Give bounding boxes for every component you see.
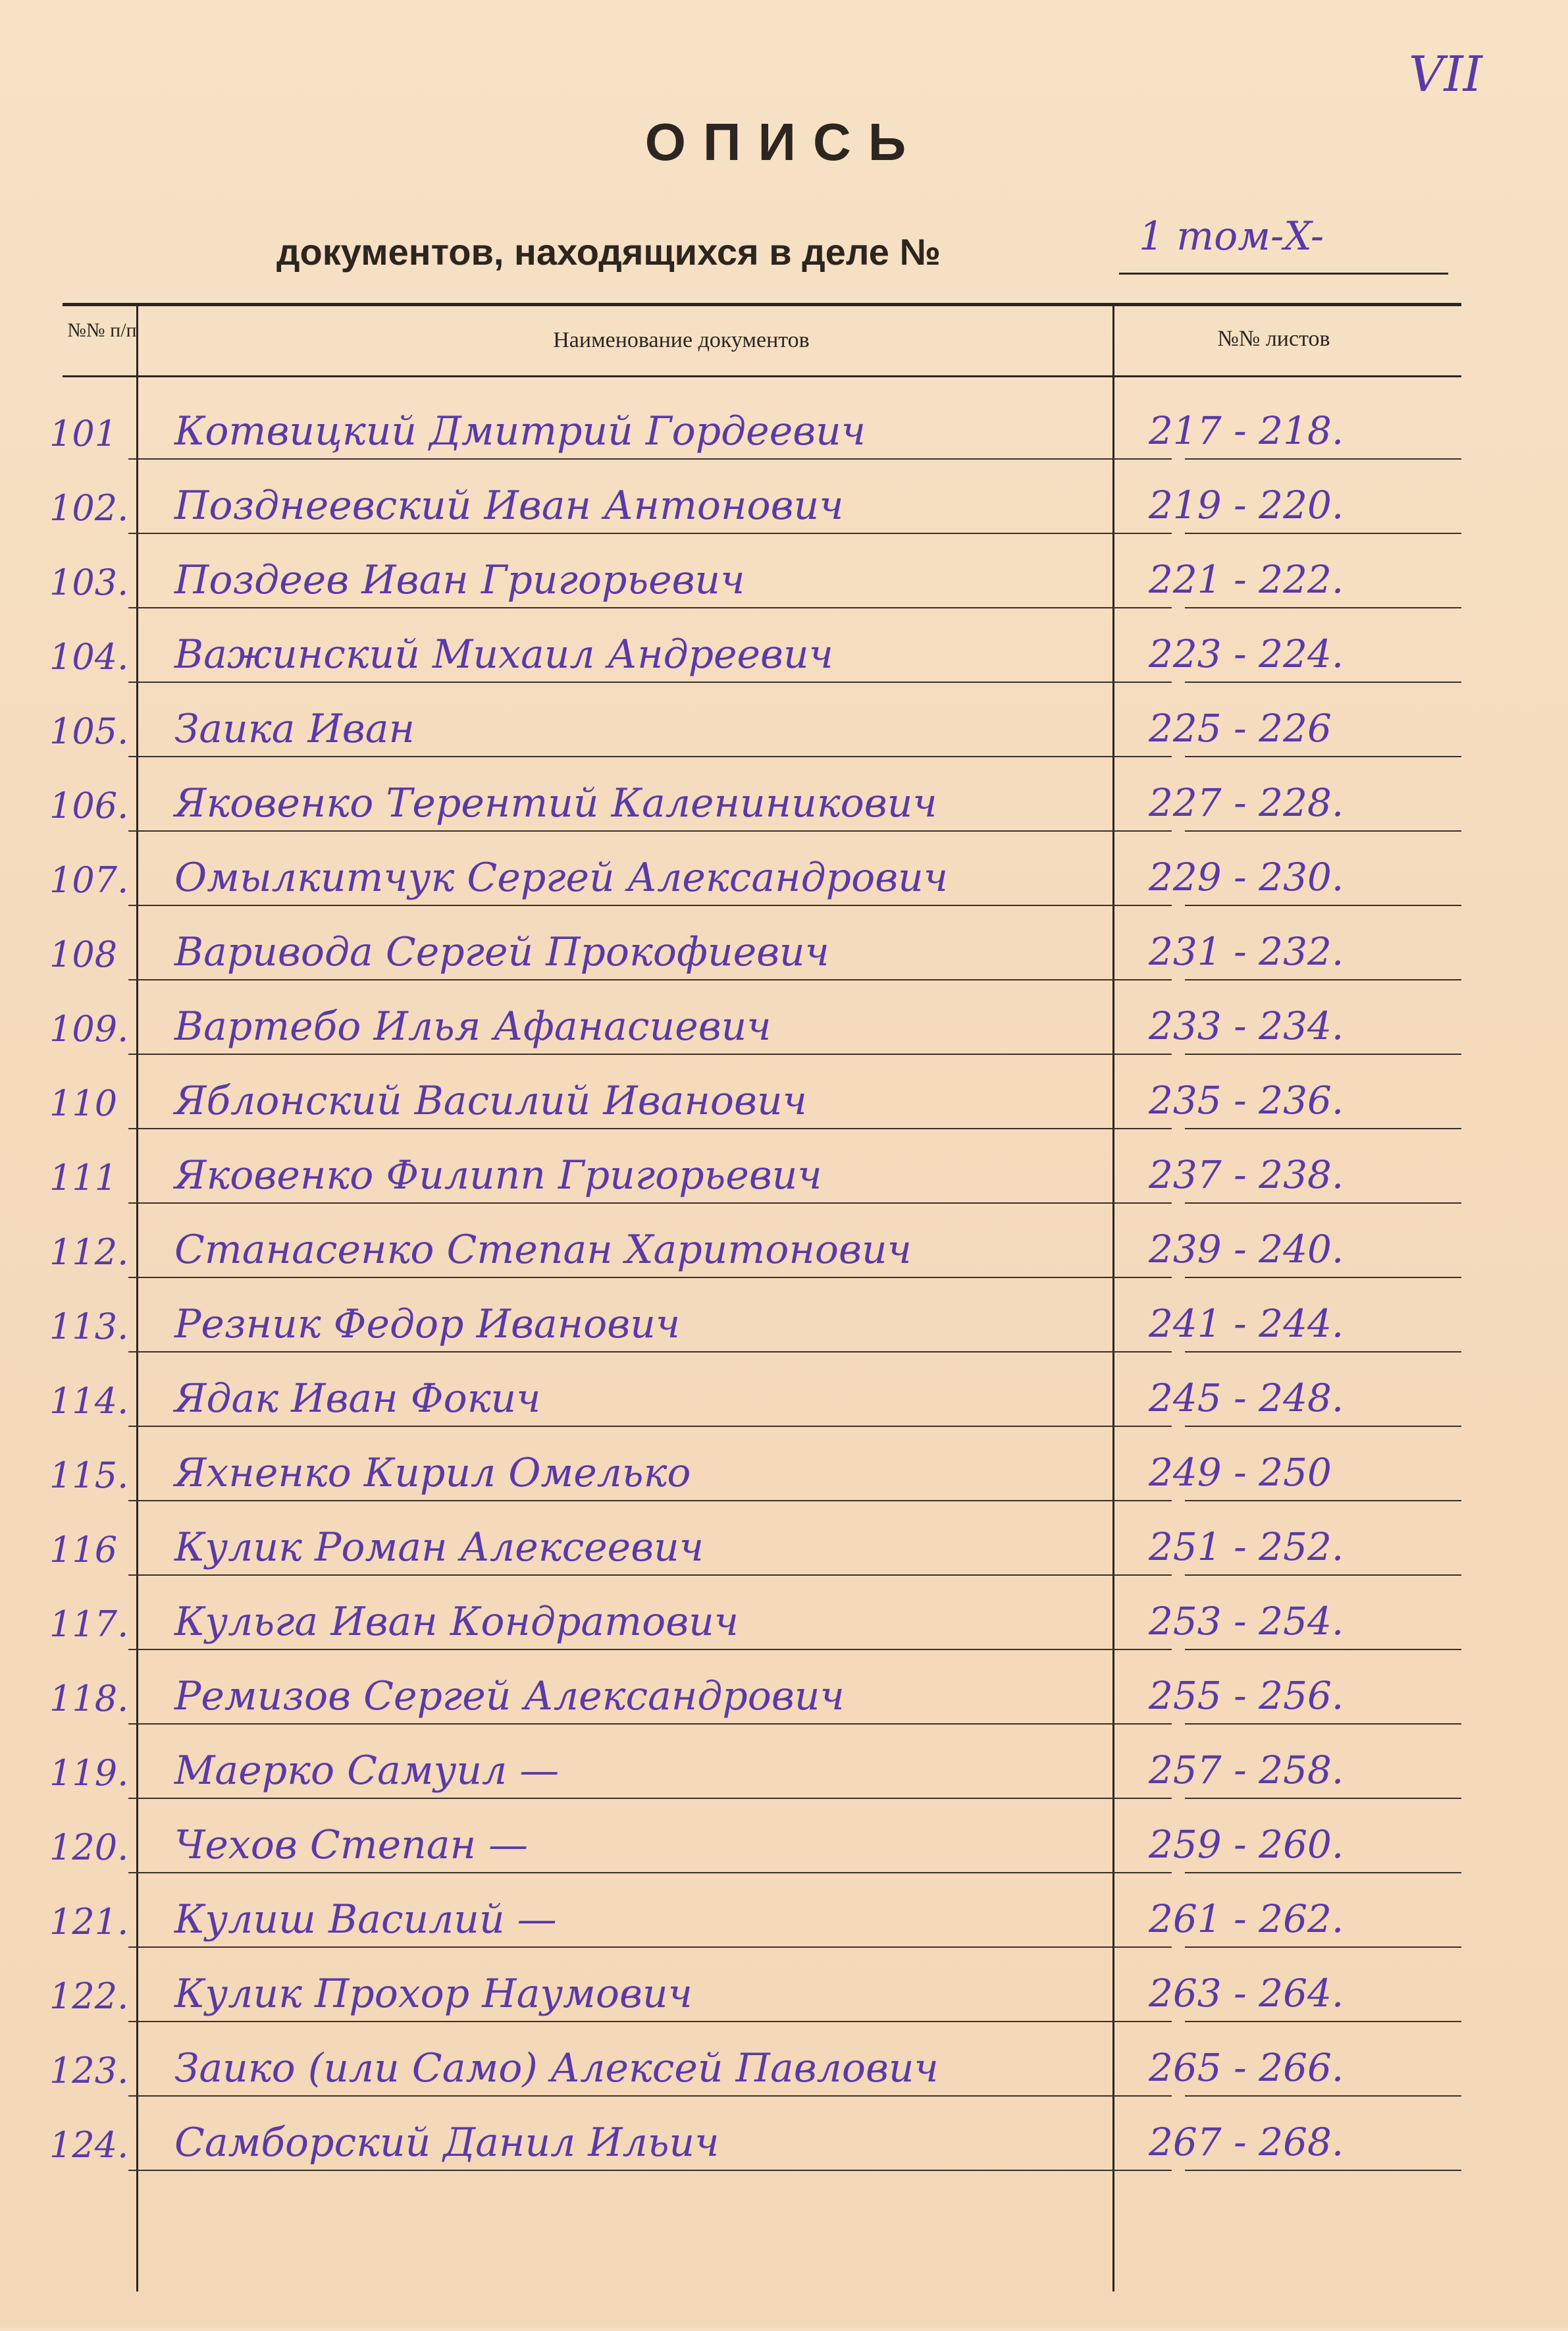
row-number: 110	[49, 1083, 118, 1124]
table-row	[49, 460, 1461, 534]
table-row	[49, 1501, 1461, 1576]
table-row	[49, 1204, 1461, 1278]
page-title: ОПИСЬ	[644, 113, 924, 171]
table-row	[49, 1873, 1461, 1948]
table-row	[49, 2022, 1461, 2097]
document-name: Самборский Данил Ильич	[174, 2120, 719, 2166]
row-number: 113.	[49, 1306, 129, 1347]
row-line-sheets	[1185, 2170, 1461, 2171]
table-header-border	[63, 375, 1461, 377]
row-number: 108	[49, 934, 118, 975]
table-row	[49, 1055, 1461, 1129]
row-number: 117.	[49, 1603, 129, 1645]
row-number: 109.	[49, 1008, 129, 1050]
case-number: 1 том-X-	[1139, 213, 1324, 259]
column-header-num: №№ п/п	[67, 319, 137, 341]
document-name: Кулик Прохор Наумович	[174, 1971, 693, 2017]
table-row	[49, 757, 1461, 832]
document-name: Ремизов Сергей Александрович	[174, 1673, 845, 1719]
volume-mark: VII	[1409, 46, 1482, 103]
document-name: Ядак Иван Фокич	[174, 1376, 541, 1422]
document-name: Омылкитчук Сергей Александрович	[174, 855, 949, 901]
column-header-name: Наименование документов	[553, 328, 810, 352]
document-name: Котвицкий Дмитрий Гордеевич	[174, 408, 866, 454]
table-row	[49, 832, 1461, 906]
document-name: Станасенко Степан Харитонович	[174, 1227, 912, 1273]
table-row	[49, 385, 1461, 460]
sheet-range: 261 - 262.	[1149, 1896, 1344, 1941]
table-row	[49, 1129, 1461, 1204]
row-number: 102.	[49, 487, 129, 529]
sheet-range: 229 - 230.	[1149, 855, 1344, 899]
sheet-range: 231 - 232.	[1149, 929, 1344, 974]
document-name: Маерко Самуил —	[174, 1748, 560, 1794]
sheet-range: 251 - 252.	[1149, 1524, 1344, 1569]
row-number: 124.	[49, 2124, 129, 2166]
row-number: 105.	[49, 710, 129, 752]
table-top-border	[63, 303, 1461, 306]
subtitle: документов, находящихся в деле №	[276, 231, 941, 273]
document-name: Заико (или Само) Алексей Павлович	[174, 2045, 939, 2091]
table-row	[49, 1799, 1461, 1873]
sheet-range: 241 - 244.	[1149, 1301, 1344, 1346]
sheet-range: 253 - 254.	[1149, 1599, 1344, 1644]
sheet-range: 259 - 260.	[1149, 1822, 1344, 1867]
sheet-range: 245 - 248.	[1149, 1376, 1344, 1420]
row-number: 104.	[49, 636, 129, 678]
row-number: 114.	[49, 1380, 129, 1422]
row-number: 121.	[49, 1901, 129, 1942]
row-number: 122.	[49, 1975, 129, 2017]
row-number: 119.	[49, 1752, 129, 1794]
table-row	[49, 2097, 1461, 2171]
sheet-range: 235 - 236.	[1149, 1078, 1344, 1123]
column-header-sheets: №№ листов	[1217, 327, 1330, 351]
row-number: 123.	[49, 2050, 129, 2091]
sheet-range: 227 - 228.	[1149, 780, 1344, 825]
table-row	[49, 1353, 1461, 1427]
table-row	[49, 608, 1461, 683]
row-number: 106.	[49, 785, 129, 826]
document-name: Яхненко Кирил Омелько	[174, 1450, 691, 1496]
document-name: Яковенко Филипп Григорьевич	[174, 1152, 822, 1198]
sheet-range: 265 - 266.	[1149, 2045, 1344, 2090]
row-number: 115.	[49, 1455, 129, 1496]
sheet-range: 217 - 218.	[1149, 408, 1344, 453]
document-name: Позднеевский Иван Антонович	[174, 483, 844, 529]
table-row	[49, 906, 1461, 980]
sheet-range: 233 - 234.	[1149, 1004, 1344, 1048]
row-number: 116	[49, 1529, 118, 1570]
sheet-range: 257 - 258.	[1149, 1748, 1344, 1792]
sheet-range: 237 - 238.	[1149, 1152, 1344, 1197]
document-name: Вартебо Илья Афанасиевич	[174, 1004, 771, 1050]
row-number: 112.	[49, 1231, 129, 1273]
document-name: Варивода Сергей Прокофиевич	[174, 929, 830, 975]
sheet-range: 267 - 268.	[1149, 2120, 1344, 2164]
row-number: 118.	[49, 1678, 129, 1719]
sheet-range: 219 - 220.	[1149, 483, 1344, 527]
row-line	[128, 2170, 1172, 2171]
document-name: Резник Федор Иванович	[174, 1301, 681, 1347]
document-name: Чехов Степан —	[174, 1822, 529, 1868]
sheet-range: 221 - 222.	[1149, 557, 1344, 602]
table-row	[49, 1427, 1461, 1501]
case-number-field	[1119, 213, 1448, 275]
document-name: Кулик Роман Алексеевич	[174, 1524, 704, 1570]
document-name: Поздеев Иван Григорьевич	[174, 557, 745, 603]
row-number: 120.	[49, 1827, 129, 1868]
table-row	[49, 1278, 1461, 1353]
sheet-range: 239 - 240.	[1149, 1227, 1344, 1272]
row-number: 101	[49, 413, 118, 454]
document-name: Кулиш Василий —	[174, 1896, 557, 1942]
row-number: 103.	[49, 562, 129, 603]
sheet-range: 263 - 264.	[1149, 1971, 1344, 2016]
sheet-range: 249 - 250	[1149, 1450, 1332, 1495]
row-number: 107.	[49, 859, 129, 901]
table-row	[49, 980, 1461, 1055]
document-name: Кульга Иван Кондратович	[174, 1599, 739, 1645]
table-row	[49, 683, 1461, 757]
table-row	[49, 1948, 1461, 2022]
row-number: 111	[49, 1157, 118, 1198]
sheet-range: 255 - 256.	[1149, 1673, 1344, 1718]
table-row	[49, 1725, 1461, 1799]
table-row	[49, 1650, 1461, 1725]
sheet-range: 223 - 224.	[1149, 631, 1344, 676]
table-row	[49, 534, 1461, 608]
document-name: Важинский Михаил Андреевич	[174, 631, 833, 678]
sheet-range: 225 - 226	[1149, 706, 1332, 751]
inventory-table	[49, 303, 1461, 2331]
document-name: Яблонский Василий Иванович	[174, 1078, 807, 1124]
table-row	[49, 1576, 1461, 1650]
document-name: Яковенко Терентий Калениникович	[174, 780, 937, 826]
document-name: Заика Иван	[174, 706, 415, 752]
